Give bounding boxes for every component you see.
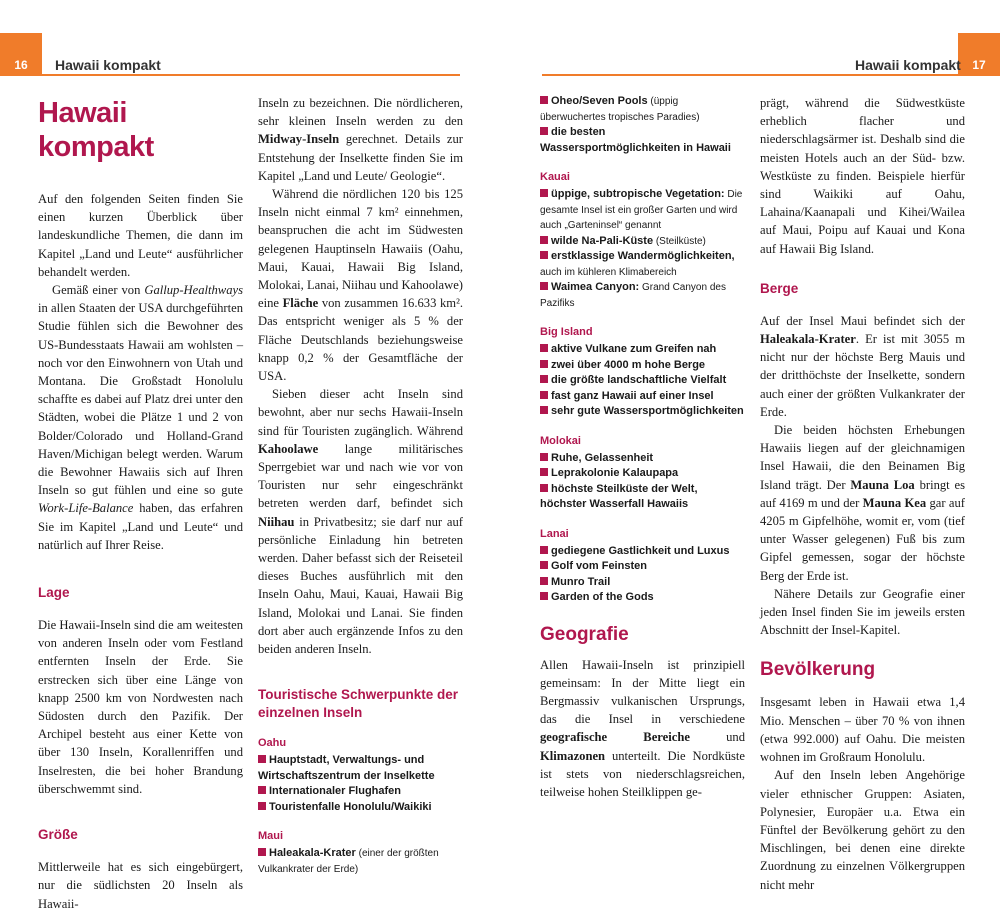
island-label-maui: Maui xyxy=(258,830,284,843)
bullet-square-icon xyxy=(540,577,548,585)
bevoelkerung-paragraph-2: Auf den Inseln leben Angehörige vieler ethnischer Gruppen: Asiaten, Polynesier, Europäer u.a. Etwa ein Fünftel der Bevölkerung gehört zu den Mischlingen, bei denen eine direkte Zuordnung zu einzelnen Völkergruppen nicht mehr xyxy=(760,768,965,892)
oahu-list xyxy=(258,753,463,815)
berge-paragraph-1: Auf der Insel Maui befindet sich der Haleakala-Krater. Er ist mit 3055 m nicht nur der höchste Berg Mauis und der dritthöchste der Inselkette, sondern auch einer der größten Vulkankrater der Erde. xyxy=(760,313,965,419)
island-label-kauai: Kauai xyxy=(540,171,570,183)
berge-paragraph-3: Nähere Details zur Geografie einer jeden Insel finden Sie im jeweils ersten Abschnitt der Insel-Kapitel. xyxy=(760,586,965,638)
bullet-square-icon xyxy=(540,546,548,554)
list-item: aktive Vulkane zum Greifen nah xyxy=(540,342,745,358)
island-label-lanai: Lanai xyxy=(540,527,569,540)
page-title: Hawaii kompakt xyxy=(38,97,154,163)
column-2 xyxy=(258,94,463,877)
list-item: Touristenfalle Honolulu/Waikiki xyxy=(258,800,463,816)
bullet-square-icon xyxy=(540,236,548,244)
bullet-square-icon xyxy=(540,453,548,461)
bullet-square-icon xyxy=(540,484,548,492)
list-item: Internationaler Flughafen xyxy=(258,784,463,800)
bullet-square-icon xyxy=(540,127,548,135)
big-island-list xyxy=(540,342,745,420)
list-item: gediegene Gastlichkeit und Luxus xyxy=(540,544,745,560)
midway-paragraph: Inseln zu bezeichnen. Die nördlicheren, sehr kleinen Inseln werden zu den Midway-Inseln gerechnet. Details zur Entstehung der Inselkette finden Sie im Kapitel „Land und Leute/ Geologie“. xyxy=(258,96,463,183)
bullet-square-icon xyxy=(540,344,548,352)
flaeche-paragraph: Während die nördlichen 120 bis 125 Inseln nicht einmal 7 km² einnehmen, beanspruchen die acht im Südwesten gelegenen Hauptinseln Hawaiis (Oahu, Maui, Kauai, Hawaii Big Island, Molokai, Lanai, Niihau und Kahoolawe) eine Fläche von zusammen 16.633 km². Das entspricht weniger als 5 % der Fläche Deutschlands beziehungsweise knapp 0,2 % der Gesamtfläche der USA. xyxy=(258,187,463,384)
maui-list xyxy=(258,846,463,877)
island-label-molokai: Molokai xyxy=(540,434,581,447)
section-heading-geografie: Geografie xyxy=(540,623,629,645)
island-label-big-island: Big Island xyxy=(540,326,593,338)
page-number-right: 17 xyxy=(972,58,986,72)
section-heading-lage: Lage xyxy=(38,585,70,601)
bullet-square-icon xyxy=(540,561,548,569)
bullet-square-icon xyxy=(258,786,266,794)
list-item: wilde Na-Pali-Küste (Steilküste) xyxy=(540,234,745,250)
bullet-square-icon xyxy=(258,755,266,763)
kueste-paragraph: prägt, während die Südwestküste erheblich flacher und niederschlagsärmer ist. Deshalb sind die meisten Hotels auch an der Süd- bzw. Westküste zu finden. Beispiele hierfür sind Waikiki auf Oahu, Lahaina/Kaanapali und Kihei/Wailea auf Maui, Poipu auf Kauai und Kona auf Hawaii Big Island. xyxy=(760,96,965,256)
bullet-square-icon xyxy=(540,96,548,104)
list-item: Leprakolonie Kalaupapa xyxy=(540,466,745,482)
list-item: Garden of the Gods xyxy=(540,590,745,606)
list-item: zwei über 4000 m hohe Berge xyxy=(540,358,745,374)
bullet-square-icon xyxy=(540,251,548,259)
berge-paragraph-2: Die beiden höchsten Erhebungen Hawaiis liegen auf der gleichnamigen Insel Hawaii, die den Beinamen Big Island trägt. Der Mauna Loa bringt es auf 4169 m und der Mauna Kea gar auf 4205 m Gipfelhöhe, womit er, vom (tief unter Wasser gelegenen) Fuß bis zum Gipfel gemessen, sogar der höchste Berg der Erde ist. xyxy=(760,423,965,583)
bullet-square-icon xyxy=(258,802,266,810)
list-item: die größte landschaftliche Vielfalt xyxy=(540,373,745,389)
bullet-square-icon xyxy=(540,375,548,383)
section-heading-bevoelkerung: Bevölkerung xyxy=(760,659,876,681)
lanai-list xyxy=(540,544,745,606)
header-rule-right xyxy=(542,74,958,76)
list-item: höchste Steilküste der Welt, höchster Wasserfall Hawaiis xyxy=(540,482,698,510)
island-label-oahu: Oahu xyxy=(258,737,287,750)
gallup-paragraph: Gemäß einer von Gallup-Healthways in allen Staaten der USA durchgeführten Studie fühlen sich die Bewohner des US-Bundesstaats Hawaii am wohlsten – noch vor den Einwohnern von Utah und Montana. Die Großstadt Honolulu schaffte es dabei auf Platz drei unter den Städten, wobei die Plätze 1 und 2 von Bolder/Colorado und Holland-Grand Haven/Michigan belegt werden. Warum die Bewohner Hawaiis sich auf Ihren Inseln so gut fühlen und eine so gute Work-Life-Balance haben, das erfahren Sie im Kapitel „Land und Leute“ und natürlich auf Ihrer Reise. xyxy=(38,283,243,552)
page-number-left: 16 xyxy=(14,58,28,72)
page-number-tab-left xyxy=(0,33,42,76)
list-item: Ruhe, Gelassenheit xyxy=(540,451,745,467)
list-item: fast ganz Hawaii auf einer Insel xyxy=(540,389,745,405)
section-heading-berge: Berge xyxy=(760,280,799,296)
list-item: Golf vom Feinsten xyxy=(540,559,745,575)
bullet-square-icon xyxy=(258,848,266,856)
page-number-tab-right xyxy=(958,33,1000,76)
column-4 xyxy=(760,94,965,894)
kauai-list xyxy=(540,187,745,311)
column-1 xyxy=(38,94,243,913)
list-item: Haleakala-Krater (einer der größten Vulkankrater der Erde) xyxy=(258,847,439,875)
groesse-paragraph: Mittlerweile hat es sich eingebürgert, nur die südlichsten 20 Inseln als Hawaii- xyxy=(38,860,243,911)
geografie-paragraph: Allen Hawaii-Inseln ist prinzipiell gemeinsam: In der Mitte liegt ein Bergmassiv vulkanischen Ursprungs, das die Insel in verschiedene geografische Bereiche und Klimazonen unterteilt. Die Nordküste ist stets von niederschlagsreichen, teilweise hohen Steilklippen ge- xyxy=(540,657,745,799)
bullet-square-icon xyxy=(540,468,548,476)
section-heading-groesse: Größe xyxy=(38,827,78,843)
section-heading-tourist: Touristische Schwerpunkte der einzelnen Inseln xyxy=(258,687,459,721)
header-rule-left xyxy=(42,74,460,76)
bullet-square-icon xyxy=(540,406,548,414)
list-item: Hauptstadt, Verwaltungs- und Wirtschaftszentrum der Inselkette xyxy=(258,754,435,782)
column-3 xyxy=(540,94,745,801)
bewohnt-paragraph: Sieben dieser acht Inseln sind bewohnt, aber nur sechs Hawaii-Inseln sind für Touristen zugänglich. Während Kahoolawe lange militärisches Sperrgebiet war und nach wie vor von Touristen nur sehr eingeschränkt betreten werden darf, befindet sich Niihau in Privatbesitz; sie darf nur auf persönliche Einladung hin betreten werden. Daher befasst sich der Reiseteil dieses Buches ausführlich mit den Inseln Oahu, Maui, Kauai, Hawaii Big Island, Molokai und Lanai. Sie finden dort aber auch ergänzende Infos zu den beiden anderen Inseln. xyxy=(258,387,463,657)
bullet-square-icon xyxy=(540,360,548,368)
lage-paragraph: Die Hawaii-Inseln sind die am weitesten von anderen Inseln oder vom Festland entfernten Inseln der Erde. Sie erstrecken sich über eine Länge von knapp 2500 km von Nordwesten nach Südosten durch den Pazifik. Der Archipel besteht aus einer Kette von über 130 Inseln, Korallenriffen und Inselresten, die bei hoher Brandung überschwemmt sind. xyxy=(38,618,243,796)
intro-paragraph: Auf den folgenden Seiten finden Sie einen kurzen Überblick über landeskundliche Themen, die dann im Kapitel „Land und Leute“ ausführlicher behandelt werden. xyxy=(38,192,243,279)
bullet-square-icon xyxy=(540,391,548,399)
list-item: üppige, subtropische Vegetation: Die gesamte Insel ist ein großer Garten und wird auch „Garteninsel“ genannt xyxy=(540,188,743,231)
bevoelkerung-paragraph-1: Insgesamt leben in Hawaii etwa 1,4 Mio. Menschen – über 70 % von ihnen (etwa 992.000) auf Oahu. Die meisten wohnen im Großraum Honolulu. xyxy=(760,695,965,765)
list-item: erstklassige Wandermöglichkeiten, auch im kühleren Klimabereich xyxy=(540,250,735,278)
running-title-right: Hawaii kompakt xyxy=(855,57,961,73)
molokai-list xyxy=(540,451,745,513)
list-item: die besten Wassersportmöglichkeiten in Hawaii xyxy=(540,126,731,154)
bullet-square-icon xyxy=(540,592,548,600)
list-item: Oheo/Seven Pools (üppig überwuchertes tropisches Paradies) xyxy=(540,95,700,123)
list-item: Munro Trail xyxy=(540,575,745,591)
bullet-square-icon xyxy=(540,282,548,290)
bullet-square-icon xyxy=(540,189,548,197)
maui-list-continued xyxy=(540,94,745,156)
list-item: sehr gute Wassersportmöglichkeiten xyxy=(540,404,745,420)
list-item: Waimea Canyon: Grand Canyon des Pazifiks xyxy=(540,281,726,309)
running-title-left: Hawaii kompakt xyxy=(55,57,161,73)
